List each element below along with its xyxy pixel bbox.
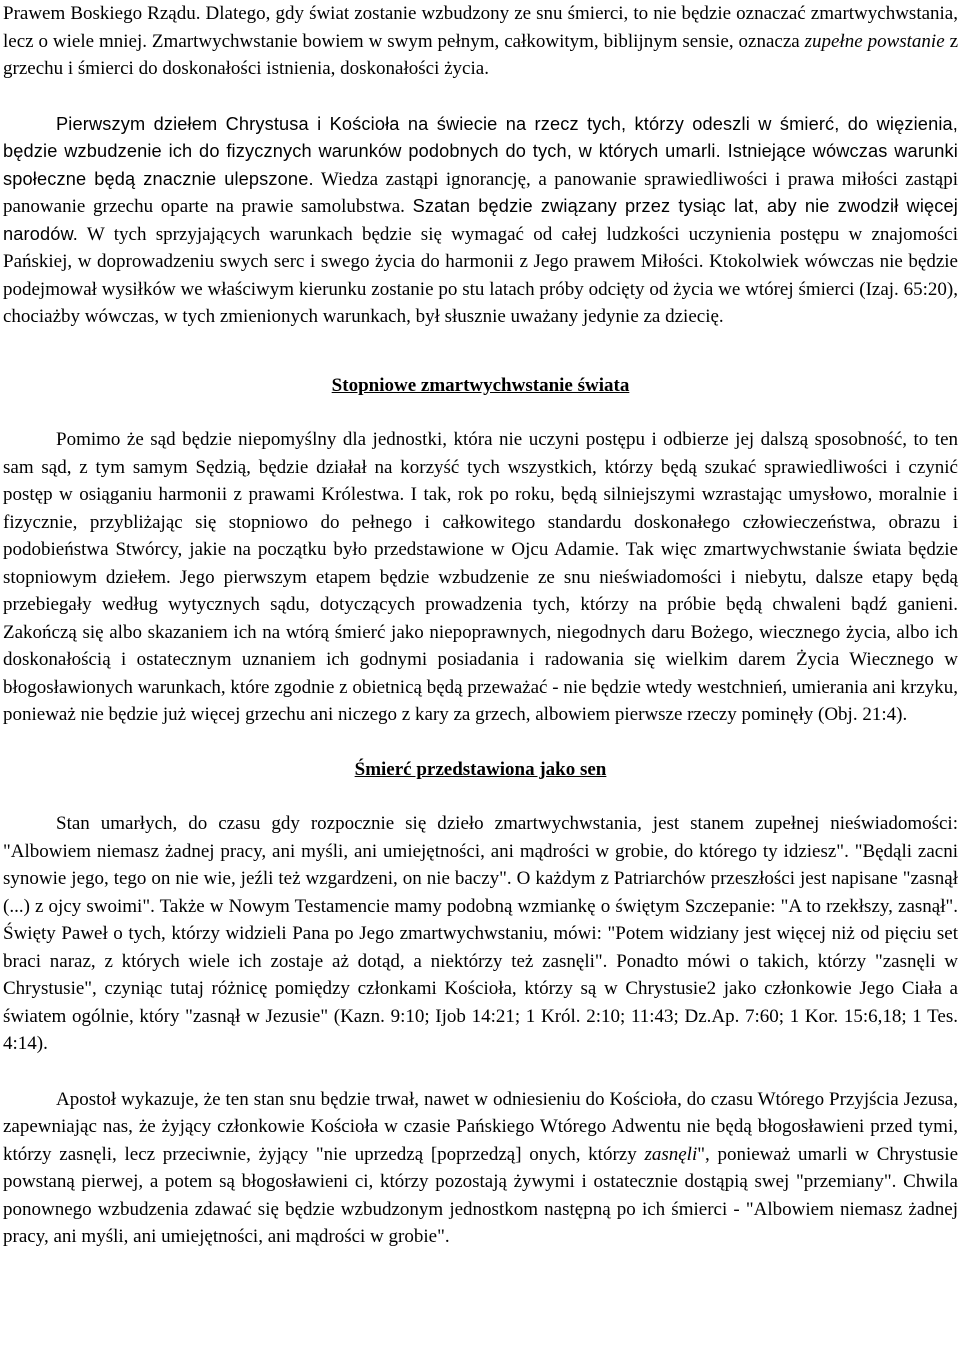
paragraph-first-work-sans-b: Szatan będzie związany przez tysiąc lat, aby nie zwodził więcej narodów. xyxy=(3,196,958,244)
paragraph-intro xyxy=(3,0,958,83)
section-heading-gradual-resurrection: Stopniowe zmartwychwstanie świata xyxy=(331,374,630,396)
paragraph-first-work-sans-a: Pierwszym dziełem Chrystusa i Kościoła na świecie na rzecz tych, którzy odeszli w śmierć, do więzienia, będzie wzbudzenie ich do fizycznych warunków podobnych do tych, w których umarli. Istniejące wówczas warunki społeczne będą znacznie ulepszone. xyxy=(3,113,958,189)
paragraph-state-of-dead: Stan umarłych, do czasu gdy rozpocznie się dzieło zmartwychwstania, jest stanem zupełnej nieświadomości: "Albowiem niemasz żadnej pracy, ani myśli, ani umiejętności, ani mądrości w grobie, do którego ty idziesz". "Będąli zacni synowie jego, tego on nie wie, jeźli też wzgardzeni, on nie baczy". O każdym z Patriarchów przeszłości jest napisane "zasnął (...) z ojcy swoimi". Także w Nowym Testamencie mamy podobną wzmiankę o świętym Szczepanie: "A to rzekłszy, zasnął". Święty Paweł o tych, którzy widzieli Pana po Jego zmartwychwstaniu, mówi: "Potem widziany jest więcej niż od pięciu set braci naraz, z których wiele ich zostaje aż dotąd, a niektórzy też zasnęli". Ponadto mówi o takich, którzy "zasnęli w Chrystusie", czyniąc tutaj różnicę pomiędzy członkami Kościoła, którzy są w Chrystusie2 jako członkowie Jego Ciała a światem ogólnie, który "zasnął w Jezusie" (Kazn. 9:10; Ijob 14:21; 1 Król. 2:10; 11:43; Dz.Ap. 7:60; 1 Kor. 15:6,18; 1 Tes. 4:14). xyxy=(3,813,958,1054)
paragraph-gradual-resurrection: Pomimo że sąd będzie niepomyślny dla jednostki, która nie uczyni postępu i odbierze jej dalszą sposobność, to ten sam sąd, z tym samym Sędzią, będzie działał na korzyść tych wszystkich, którzy będą szukać sprawiedliwości i czynić postęp w osiąganiu harmonii z prawami Królestwa. I tak, rok po roku, będą silniejszymi wzrastając umysłowo, moralnie i fizycznie, przybliżając się stopniowo do pełnego i całkowitego standardu doskonałego człowieczeństwa, obrazu i podobieństwa Stwórcy, jakie na początku było przedstawione w Ojcu Adamie. Tak więc zmartwychwstanie świata będzie stopniowym dziełem. Jego pierwszym etapem będzie wzbudzenie ze snu nieświadomości i niebytu, dalsze etapy będą przebiegały według wytycznych sądu, dotyczących prowadzenia tych, którzy na próbie będą chwaleni bądź ganieni. Zakończą się albo skazaniem ich na wtórą śmierć jako niepoprawnych, niegodnych daru Bożego, wiecznego życia, albo ich doskonałością i ostatecznym uznaniem ich godnymi posiadania i radowania się wielkim darem Życia Wiecznego w błogosławionych warunkach, które zgodnie z obietnicą będą przeważać - nie będzie wtedy westchnień, umierania ani krzyku, ponieważ nie będzie już więcej grzechu ani niczego z kary za grzech, albowiem pierwsze rzeczy pominęły (Obj. 21:4). xyxy=(3,429,958,725)
paragraph-intro-text-b: z grzechu i śmierci do doskonałości istnienia, doskonałości życia. xyxy=(3,30,958,79)
paragraph-apostle xyxy=(3,1086,958,1251)
section-heading-death-as-sleep: Śmierć przedstawiona jako sen xyxy=(354,758,607,780)
paragraph-first-work-serif-b: W tych sprzyjających warunkach będzie się wymagać od całej ludzkości uczynienia postępu w znajomości Pańskiej, w doprowadzeniu swych serc i swego życia do harmonii z Jego prawem Miłości. Ktokolwiek wówczas nie będzie podejmował wysiłków we właściwym kierunku zostanie po stu latach próby odcięty od życia we wtórej śmierci (Izaj. 65:20), chociażby wówczas, w tych zmienionych warunkach, był słusznie uważany jedynie za dziecię. xyxy=(3,223,958,327)
paragraph-apostle-text-b: ", ponieważ umarli w Chrystusie powstaną pierwej, a potem są błogosławieni ci, którzy pozostają żywymi i ostatecznie dostąpią swej "przemiany". Chwila ponownego wzbudzenia zdawać się będzie wzbudzonym jednostkom następną po ich śmierci - "Albowiem niemasz żadnej pracy, ani myśli, ani umiejętności, ani mądrości w grobie". xyxy=(3,1143,958,1247)
paragraph-first-work xyxy=(3,111,958,331)
paragraph-first-work-serif-a: Wiedza zastąpi ignorancję, a panowanie sprawiedliwości i prawa miłości zastąpi panowanie grzechu oparte na prawie samolubstwa. xyxy=(3,168,958,217)
emphasis-text-asleep: zasnęli xyxy=(644,1143,698,1165)
emphasis-text: zupełne powstanie xyxy=(804,30,945,52)
paragraph-apostle-text-a: Apostoł wykazuje, że ten stan snu będzie trwał, nawet w odniesieniu do Kościoła, do czasu Wtórego Przyjścia Jezusa, zapewniając nas, że żyjący członkowie Kościoła w czasie Pańskiego Wtórego Adwentu nie będą błogosławieni przed tymi, którzy zasnęli, lecz przeciwnie, żyjący "nie uprzedzą [poprzedzą] onych, którzy xyxy=(3,1088,958,1165)
paragraph-intro-text-a: Prawem Boskiego Rządu. Dlatego, gdy świat zostanie wzbudzony ze snu śmierci, to nie będzie oznaczać zmartwychwstania, lecz o wiele mniej. Zmartwychwstanie bowiem w swym pełnym, całkowitym, biblijnym sensie, oznacza xyxy=(3,3,958,52)
